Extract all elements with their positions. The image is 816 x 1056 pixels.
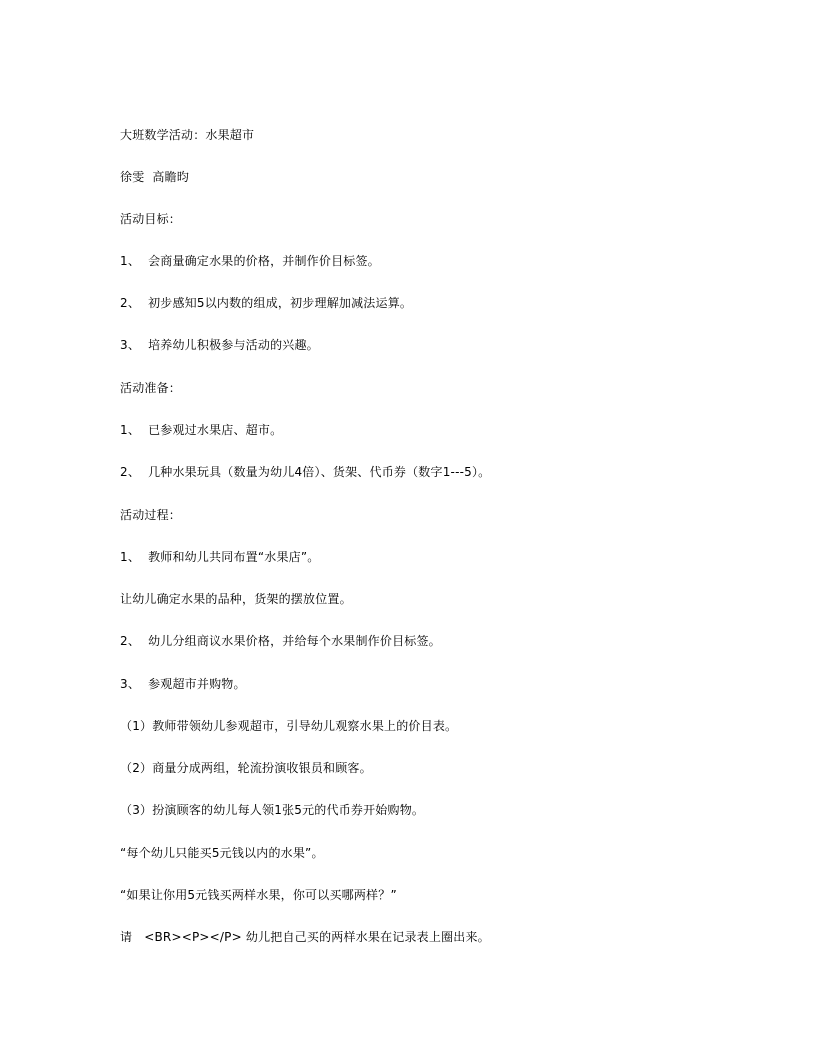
prep-item-1: 1、 已参观过水果店、超市。: [120, 423, 283, 437]
prep-heading: 活动准备：: [120, 381, 182, 395]
process-item-9: “如果让你用5元钱买两样水果，你可以买哪两样？”: [120, 888, 397, 902]
process-item-3: 2、 幼儿分组商议水果价格，并给每个水果制作价目标签。: [120, 634, 441, 648]
goal-item-3: 3、 培养幼儿积极参与活动的兴趣。: [120, 338, 319, 352]
document-authors: 徐雯 高瞻昀: [120, 170, 190, 184]
process-item-2: 让幼儿确定水果的品种，货架的摆放位置。: [120, 592, 352, 606]
goal-item-1: 1、 会商量确定水果的价格，并制作价目标签。: [120, 254, 380, 268]
goals-heading: 活动目标：: [120, 212, 182, 226]
document-title: 大班数学活动：水果超市: [120, 128, 255, 142]
process-item-6: （2）商量分成两组，轮流扮演收银员和顾客。: [120, 761, 372, 775]
process-heading: 活动过程：: [120, 508, 182, 522]
process-item-10: 请 <BR><P></P> 幼儿把自己买的两样水果在记录表上圈出来。: [120, 930, 490, 944]
process-item-8: “每个幼儿只能买5元钱以内的水果”。: [120, 846, 324, 860]
process-item-4: 3、 参观超市并购物。: [120, 677, 246, 691]
process-item-7: （3）扮演顾客的幼儿每人领1张5元的代币券开始购物。: [120, 803, 425, 817]
process-item-1: 1、 教师和幼儿共同布置“水果店”。: [120, 550, 320, 564]
goal-item-2: 2、 初步感知5以内数的组成，初步理解加减法运算。: [120, 296, 413, 310]
prep-item-2: 2、 几种水果玩具（数量为幼儿4倍）、货架、代币券（数字1---5）。: [120, 465, 491, 479]
process-item-5: （1）教师带领幼儿参观超市，引导幼儿观察水果上的价目表。: [120, 719, 458, 733]
